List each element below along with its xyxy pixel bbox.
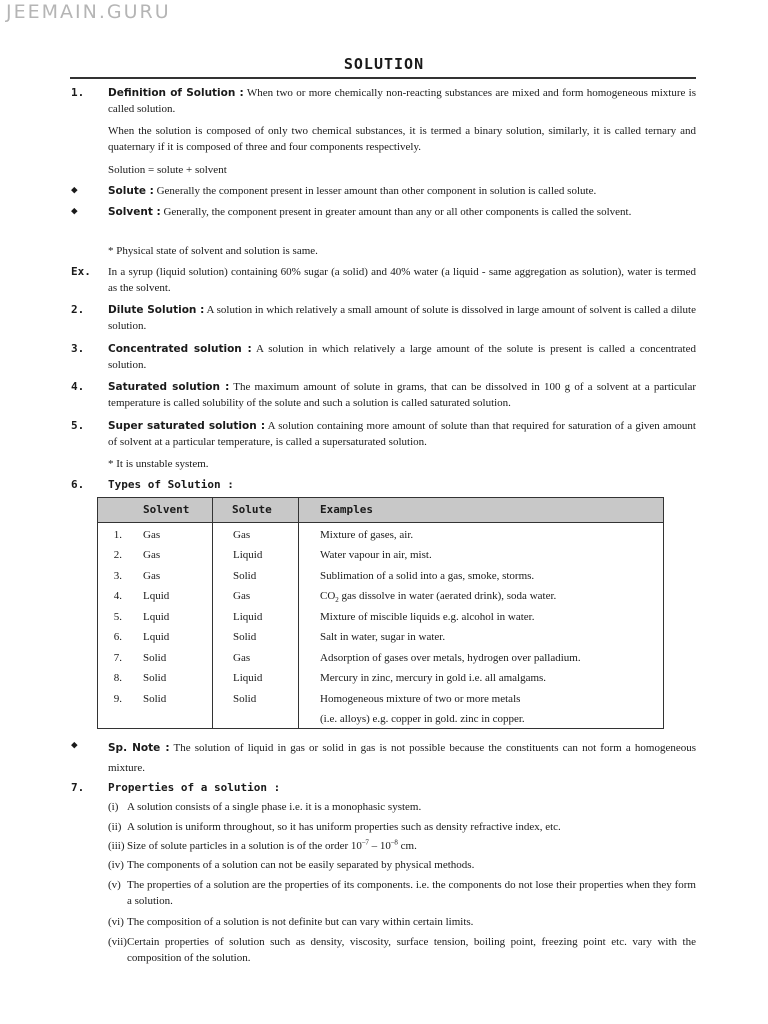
item-text: The components of a solution can not be easily separated by physical methods.: [127, 859, 475, 871]
item-text: The composition of a solution is not definite but can vary within certain limits.: [127, 916, 474, 928]
section-number: 2.: [71, 303, 85, 316]
solution-formula: Solution = solute + solvent: [108, 164, 227, 176]
row-number: 9.: [113, 693, 122, 705]
item-number: (i): [108, 801, 119, 813]
table-row: [98, 588, 663, 608]
definition-text: When two or more chemically non-reacting substances are mixed and form homogeneous mixture is called solution.: [108, 87, 697, 115]
cell-solvent: Lquid: [143, 611, 170, 623]
cell-solvent: Gas: [143, 529, 161, 541]
cell-example-continued: (i.e. alloys) e.g. copper in gold. zinc in copper.: [320, 713, 525, 725]
definition-paragraph: [108, 85, 696, 117]
watermark: JEEMAIN.GURU: [6, 1, 171, 23]
properties-heading: Properties of a solution :: [108, 781, 281, 794]
item-number: (iv): [108, 859, 124, 871]
cell-example: Mixture of miscible liquids e.g. alcohol in water.: [320, 611, 535, 623]
size-text: Size of solute particles in a solution is of the order 10: [127, 840, 362, 852]
table-row: [98, 547, 663, 567]
cell-example: [320, 588, 556, 604]
page-title: SOLUTION: [343, 55, 425, 73]
section-number: 7.: [71, 781, 85, 794]
supersaturated-note: * It is unstable system.: [108, 458, 209, 470]
item-number: (ii): [108, 821, 122, 833]
section-number: 3.: [71, 342, 85, 355]
cell-solute: Gas: [233, 652, 251, 664]
concentrated-heading: Concentrated solution :: [108, 343, 252, 355]
cell-solvent: Solid: [143, 672, 167, 684]
item-number: (vi): [108, 916, 124, 928]
row-number: 5.: [113, 611, 122, 623]
cell-solvent: Solid: [143, 693, 167, 705]
saturated-text: The maximum amount of solute in grams, that can be dissolved in 100 g of a solvent at a particular temperature is called solubility of the solute and such a solution is called saturated solution.: [108, 381, 697, 409]
supersaturated-heading: Super saturated solution :: [108, 420, 266, 432]
row-number: 4.: [113, 590, 122, 602]
solute-text: Generally the component present in lesser amount than other component in solution is called solute.: [153, 185, 597, 197]
dilute-text: A solution in which relatively a small amount of solute is dissolved in large amount of solvent is called a dilute solution.: [108, 304, 696, 332]
example-text: In a syrup (liquid solution) containing 60% sugar (a solid) and 40% water (a liquid - same aggregation as solution), water is termed as the solvent.: [108, 266, 696, 294]
item-text: [127, 838, 696, 854]
cell-example: Salt in water, sugar in water.: [320, 631, 446, 643]
cell-solute: Liquid: [233, 611, 263, 623]
row-number: 3.: [113, 570, 122, 582]
types-heading-line: [108, 477, 696, 493]
item-text: A solution consists of a single phase i.e. it is a monophasic system.: [127, 801, 422, 813]
table-row: [98, 568, 663, 588]
row-number: 7.: [113, 652, 122, 664]
binary-paragraph: When the solution is composed of only two chemical substances, it is termed a binary solution, similarly, it is called ternary and quaternary if it is composed of three and four components respectively.: [108, 125, 696, 153]
solvent-paragraph: [108, 204, 696, 220]
solvent-note: * Physical state of solvent and solution is same.: [108, 245, 318, 257]
table-row: [98, 609, 663, 629]
solute-heading: Solute :: [108, 185, 154, 197]
cell-example: Water vapour in air, mist.: [320, 549, 432, 561]
title-rule: [70, 77, 696, 79]
cell-solvent: Gas: [143, 570, 161, 582]
cell-example: Sublimation of a solid into a gas, smoke, storms.: [320, 570, 535, 582]
example-marker: Ex.: [71, 265, 91, 278]
table-row: [98, 670, 663, 690]
cell-example: Mixture of gases, air.: [320, 529, 414, 541]
cell-solute: Liquid: [233, 672, 263, 684]
cell-solvent: Lquid: [143, 631, 170, 643]
header-examples: Examples: [320, 503, 373, 516]
section-number: 4.: [71, 380, 85, 393]
cell-solute: Solid: [233, 631, 257, 643]
types-table: [97, 497, 664, 729]
concentrated-text: A solution in which relatively a large amount of the solute is present is called a concentrated solution.: [108, 343, 696, 371]
cell-solvent: Lquid: [143, 590, 170, 602]
cell-solute: Solid: [233, 693, 257, 705]
row-number: 6.: [113, 631, 122, 643]
dilute-heading: Dilute Solution :: [108, 304, 205, 316]
diamond-bullet-icon: ◆: [71, 738, 78, 751]
special-note-heading: Sp. Note :: [108, 742, 170, 754]
solvent-heading: Solvent :: [108, 206, 161, 218]
types-heading: Types of Solution :: [108, 478, 234, 491]
cell-example: Adsorption of gases over metals, hydrogen over palladium.: [320, 652, 581, 664]
cell-solvent: Solid: [143, 652, 167, 664]
cell-solute: Liquid: [233, 549, 263, 561]
cell-example: Homogeneous mixture of two or more metals: [320, 693, 521, 705]
dilute-paragraph: [108, 302, 696, 334]
saturated-heading: Saturated solution :: [108, 381, 230, 393]
supersaturated-paragraph: [108, 418, 696, 450]
exponent: –8: [390, 838, 398, 847]
section-number: 1.: [71, 86, 85, 99]
exponent: –7: [361, 838, 369, 847]
diamond-bullet-icon: ◆: [71, 204, 78, 217]
item-text: A solution is uniform throughout, so it has uniform properties such as density refractive index, etc.: [127, 821, 561, 833]
cell-solvent: Gas: [143, 549, 161, 561]
properties-heading-line: [108, 780, 696, 796]
size-unit: cm.: [397, 840, 417, 852]
co2-formula: CO: [320, 590, 336, 602]
item-number: (v): [108, 879, 121, 891]
table-row-continuation: [98, 711, 663, 731]
special-note-text: The solution of liquid in gas or solid in gas is not possible because the constituents can not form a homogeneous mixture.: [108, 742, 696, 774]
table-header: [98, 498, 663, 523]
header-solvent: Solvent: [143, 503, 190, 516]
cell-solute: Gas: [233, 590, 251, 602]
concentrated-paragraph: [108, 341, 696, 373]
section-number: 5.: [71, 419, 85, 432]
solute-paragraph: [108, 183, 696, 199]
co2-subscript: 2: [335, 596, 339, 605]
item-number: (iii): [108, 840, 125, 852]
diamond-bullet-icon: ◆: [71, 183, 78, 196]
row-number: 2.: [113, 549, 122, 561]
definition-heading: Definition of Solution :: [108, 87, 244, 99]
cell-example-text: gas dissolve in water (aerated drink), soda water.: [338, 590, 557, 602]
saturated-paragraph: [108, 379, 696, 411]
supersaturated-text: A solution containing more amount of solute than that required for saturation of a given amount of solvent at a particular temperature, is called a supersaturated solution.: [108, 420, 696, 448]
row-number: 8.: [113, 672, 122, 684]
table-row: [98, 650, 663, 670]
row-number: 1.: [113, 529, 122, 541]
size-range: – 10: [368, 840, 391, 852]
item-text: The properties of a solution are the properties of its components. i.e. the components do not lose their properties when they form a solution.: [127, 879, 696, 907]
item-number: (vii): [108, 936, 127, 948]
cell-solute: Gas: [233, 529, 251, 541]
header-solute: Solute: [232, 503, 272, 516]
item-text: Certain properties of solution such as density, viscosity, surface tension, boiling point, freezing point etc. vary with the composition of the solution.: [127, 936, 696, 964]
solvent-text: Generally, the component present in greater amount than any or all other components is called the solvent.: [160, 206, 632, 218]
section-number: 6.: [71, 478, 85, 491]
table-row: [98, 691, 663, 711]
table-row: [98, 629, 663, 649]
table-row: [98, 527, 663, 547]
special-note-paragraph: [108, 738, 696, 778]
cell-solute: Solid: [233, 570, 257, 582]
cell-example: Mercury in zinc, mercury in gold i.e. all amalgams.: [320, 672, 547, 684]
